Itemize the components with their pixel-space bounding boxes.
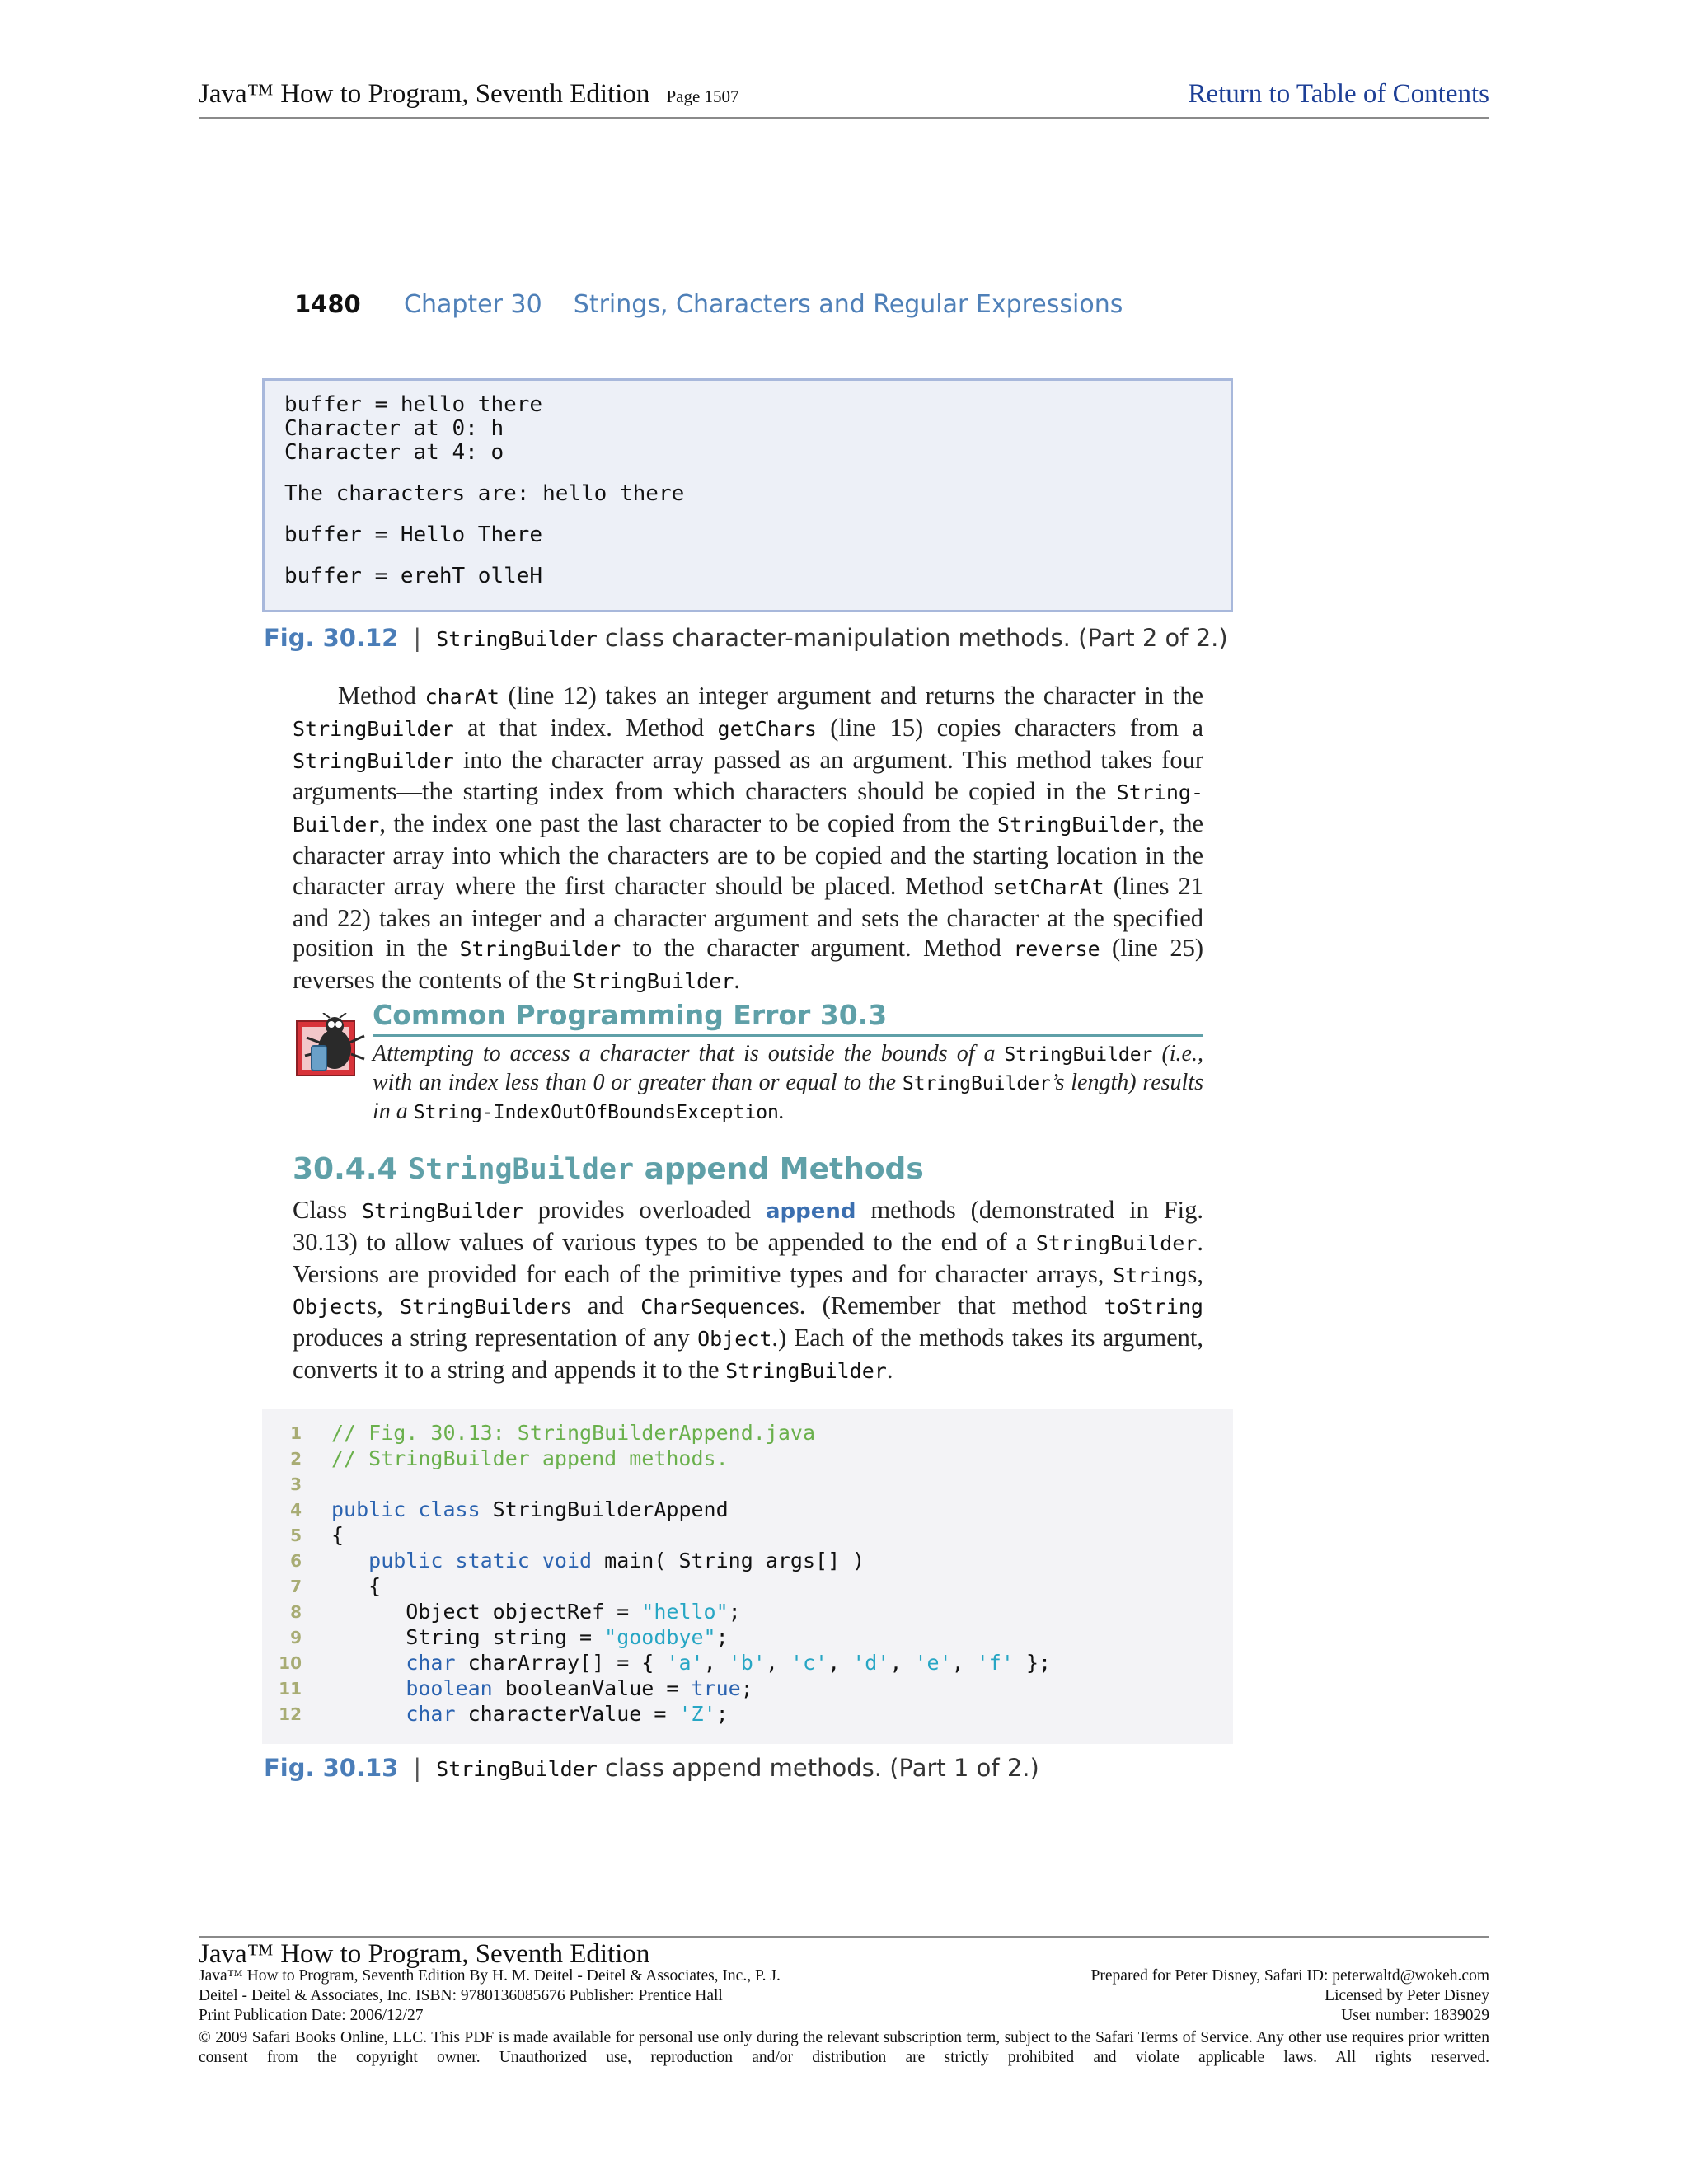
code-listing: 1 // Fig. 30.13: StringBuilderAppend.java 2 // StringBuilder append methods. 3 4 public class StringBuilderAppend 5 { 6 public static void main( String args[] ) 7 { 8 Object objectRef = "hello"; 9 String string = "goodbye"; 10 char charArray[] = { 'a', 'b', 'c', 'd', 'e', 'f' }; 11 boolean booleanValue = true; 12 char characterValue = 'Z'; bbox=[262, 1409, 1233, 1744]
body-paragraph-2: Class StringBuilder provides overloaded append methods (demonstrated in Fig. 30.13) to allow values of various types to be appended to the end of a StringBuilder. Versions are provided for each of the primitive types and for character arrays, Strings, Objects, StringBuilders and CharSequences. (Remember that method toString produces a string representation of any Object.) Each of the methods takes its argument, converts it to a string and appends it to the StringBuilder. bbox=[293, 1196, 1204, 1384]
caption-class-name: StringBuilder bbox=[436, 627, 598, 651]
error-tip-body: Attempting to access a character that is outside the bounds of a StringBuilder (i.e., with an index less than 0 or greater than or equal to the StringBuilder’s length) results in a String-IndexOutOfBoundsException. bbox=[373, 1041, 1203, 1124]
footer-citation-line: Java™ How to Program, Seventh Edition By H. M. Deitel - Deitel & Associates, Inc., P. J. bbox=[199, 1967, 781, 1985]
caption-class-name: StringBuilder bbox=[436, 1757, 598, 1781]
footer-license-line: User number: 1839029 bbox=[1341, 2007, 1489, 2024]
toc-link[interactable]: Return to Table of Contents bbox=[1188, 79, 1489, 109]
figure-label: Fig. 30.12 bbox=[264, 624, 399, 652]
footer-copyright: © 2009 Safari Books Online, LLC. This PDF is made available for personal use only during the relevant subscription term, subject to the Safari Terms of Service. Any other use requires prior written consent from the copyright owner. Unauthorized use, reproduction and/or distribution are strictly prohibited and violate applicable laws. All rights reserved. bbox=[199, 2029, 1489, 2066]
caption-text: class character-manipulation methods. (Part 2 of 2.) bbox=[597, 624, 1228, 652]
error-tip-title: Common Programming Error 30.3 bbox=[373, 999, 1203, 1037]
footer-citation-line: Deitel - Deitel & Associates, Inc. ISBN: 9780136085676 Publisher: Prentice Hall bbox=[199, 1987, 723, 2004]
output-line: Character at 4: o bbox=[284, 440, 504, 465]
header-page-label: Page 1507 bbox=[666, 87, 739, 106]
footer-license-line: Prepared for Peter Disney, Safari ID: peterwaltd@wokeh.com bbox=[1090, 1967, 1489, 1985]
footer-citation-line: Print Publication Date: 2006/12/27 bbox=[199, 2007, 424, 2024]
bug-icon bbox=[295, 1013, 368, 1079]
figure-caption-30-13: Fig. 30.13 | StringBuilder class append methods. (Part 1 of 2.) bbox=[264, 1754, 1039, 1782]
output-line: The characters are: hello there bbox=[284, 481, 685, 506]
running-page-number: 1480 bbox=[294, 290, 361, 318]
footer-title: Java™ How to Program, Seventh Edition bbox=[199, 1939, 650, 1969]
figure-label: Fig. 30.13 bbox=[264, 1754, 399, 1782]
footer-license-line: Licensed by Peter Disney bbox=[1325, 1987, 1489, 2004]
output-line: buffer = hello there bbox=[284, 392, 543, 417]
page-header bbox=[199, 76, 1489, 119]
output-line: buffer = Hello There bbox=[284, 523, 543, 547]
header-title: Java™ How to Program, Seventh Edition Page 1507 bbox=[199, 79, 739, 109]
caption-method-name: append bbox=[672, 1754, 762, 1782]
figure-caption-30-12: Fig. 30.12 | StringBuilder class character-manipulation methods. (Part 2 of 2.) bbox=[264, 624, 1228, 652]
output-line: Character at 0: h bbox=[284, 416, 504, 441]
section-heading: 30.4.4 StringBuilder append Methods bbox=[293, 1152, 924, 1186]
body-paragraph-1: Method charAt (line 12) takes an integer argument and returns the character in the StringBuilder at that index. Method getChars (line 15) copies characters from a StringBuilder into the character array passed as an argument. This method takes four arguments—the starting index from which characters should be copied in the String-Builder, the index one past the last character to be copied from the StringBuilder, the character array into which the characters are to be copied and the starting location in the character array where the first character should be placed. Method setCharAt (lines 21 and 22) takes an integer and a character argument and sets the character at the specified position in the StringBuilder to the character argument. Method reverse (line 25) reverses the contents of the StringBuilder. bbox=[293, 682, 1204, 995]
footer-divider bbox=[199, 1936, 1489, 1938]
running-chapter-title: Chapter 30 Strings, Characters and Regular Expressions bbox=[404, 290, 1123, 319]
output-line: buffer = erehT olleH bbox=[284, 564, 543, 588]
program-output-box bbox=[262, 378, 1233, 612]
